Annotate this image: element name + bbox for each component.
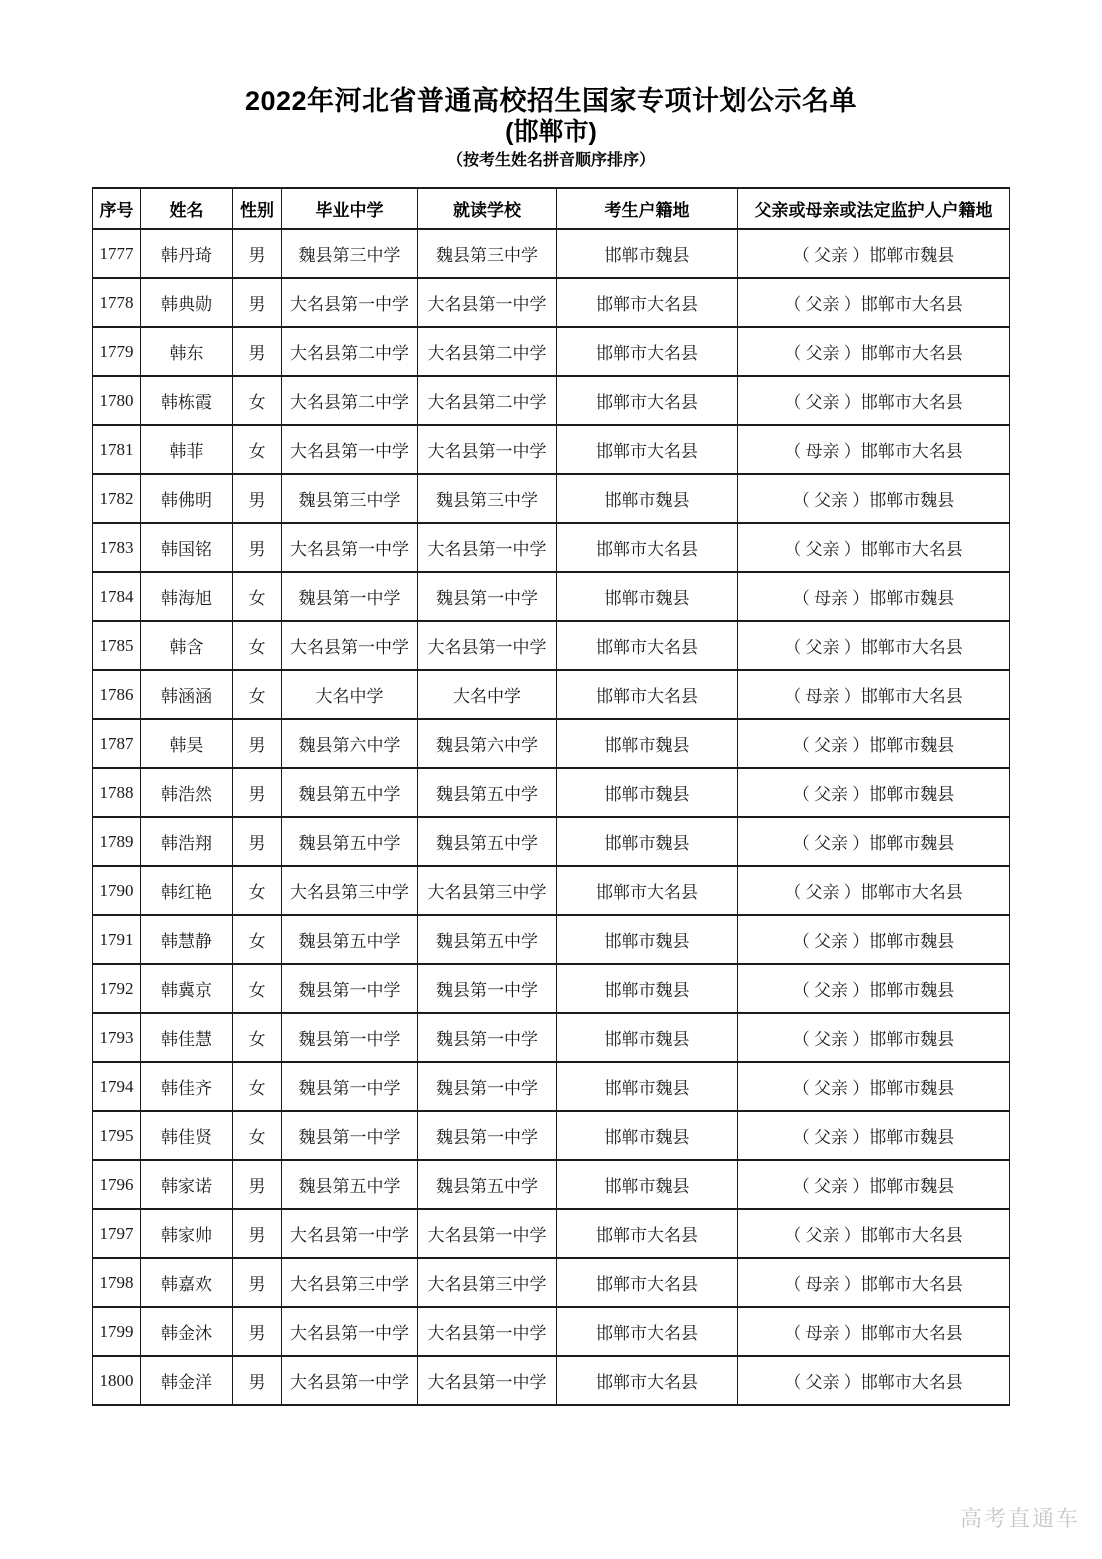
cell-index: 1790 <box>93 866 141 915</box>
table-header-row <box>93 188 1010 229</box>
cell-residence: 邯郸市大名县 <box>557 425 738 474</box>
cell-residence: 邯郸市魏县 <box>557 1062 738 1111</box>
cell-guardian-residence: （ 母亲 ）邯郸市大名县 <box>738 1258 1010 1307</box>
cell-residence: 邯郸市魏县 <box>557 1160 738 1209</box>
cell-graduation-school: 大名中学 <box>282 670 418 719</box>
cell-graduation-school: 魏县第五中学 <box>282 915 418 964</box>
cell-graduation-school: 魏县第一中学 <box>282 1062 418 1111</box>
cell-enrolled-school: 大名中学 <box>418 670 557 719</box>
cell-gender: 男 <box>233 1160 282 1209</box>
cell-index: 1787 <box>93 719 141 768</box>
cell-index: 1777 <box>93 229 141 278</box>
table-row <box>93 964 1010 1013</box>
cell-name: 韩浩然 <box>141 768 233 817</box>
cell-residence: 邯郸市魏县 <box>557 572 738 621</box>
cell-residence: 邯郸市大名县 <box>557 1307 738 1356</box>
cell-enrolled-school: 魏县第三中学 <box>418 474 557 523</box>
table-row <box>93 768 1010 817</box>
cell-enrolled-school: 魏县第一中学 <box>418 1062 557 1111</box>
cell-name: 韩红艳 <box>141 866 233 915</box>
cell-graduation-school: 魏县第五中学 <box>282 817 418 866</box>
cell-residence: 邯郸市大名县 <box>557 1209 738 1258</box>
table-row <box>93 1111 1010 1160</box>
cell-gender: 男 <box>233 768 282 817</box>
cell-graduation-school: 大名县第一中学 <box>282 1307 418 1356</box>
cell-index: 1785 <box>93 621 141 670</box>
cell-guardian-residence: （ 父亲 ）邯郸市魏县 <box>738 1013 1010 1062</box>
cell-enrolled-school: 大名县第三中学 <box>418 1258 557 1307</box>
cell-enrolled-school: 魏县第五中学 <box>418 915 557 964</box>
cell-name: 韩佳贤 <box>141 1111 233 1160</box>
cell-gender: 女 <box>233 1111 282 1160</box>
cell-guardian-residence: （ 父亲 ）邯郸市大名县 <box>738 523 1010 572</box>
cell-residence: 邯郸市魏县 <box>557 229 738 278</box>
table-row <box>93 474 1010 523</box>
page-title: 2022年河北省普通高校招生国家专项计划公示名单 <box>244 86 858 116</box>
cell-gender: 女 <box>233 1062 282 1111</box>
table-row <box>93 1209 1010 1258</box>
cell-graduation-school: 大名县第三中学 <box>282 866 418 915</box>
cell-residence: 邯郸市魏县 <box>557 768 738 817</box>
cell-index: 1793 <box>93 1013 141 1062</box>
cell-guardian-residence: （ 父亲 ）邯郸市大名县 <box>738 376 1010 425</box>
cell-graduation-school: 魏县第三中学 <box>282 229 418 278</box>
cell-graduation-school: 大名县第一中学 <box>282 523 418 572</box>
cell-graduation-school: 大名县第三中学 <box>282 1258 418 1307</box>
cell-guardian-residence: （ 父亲 ）邯郸市魏县 <box>738 964 1010 1013</box>
cell-guardian-residence: （ 母亲 ）邯郸市大名县 <box>738 1307 1010 1356</box>
cell-gender: 男 <box>233 719 282 768</box>
cell-enrolled-school: 魏县第一中学 <box>418 964 557 1013</box>
cell-residence: 邯郸市魏县 <box>557 719 738 768</box>
cell-guardian-residence: （ 父亲 ）邯郸市魏县 <box>738 817 1010 866</box>
cell-gender: 女 <box>233 964 282 1013</box>
cell-enrolled-school: 魏县第一中学 <box>418 1111 557 1160</box>
cell-gender: 女 <box>233 670 282 719</box>
cell-guardian-residence: （ 父亲 ）邯郸市大名县 <box>738 1209 1010 1258</box>
column-header-name: 姓名 <box>141 188 233 229</box>
cell-graduation-school: 大名县第一中学 <box>282 425 418 474</box>
cell-name: 韩浩翔 <box>141 817 233 866</box>
cell-name: 韩金洋 <box>141 1356 233 1405</box>
cell-index: 1797 <box>93 1209 141 1258</box>
cell-enrolled-school: 魏县第一中学 <box>418 1013 557 1062</box>
cell-residence: 邯郸市大名县 <box>557 327 738 376</box>
cell-graduation-school: 魏县第一中学 <box>282 1111 418 1160</box>
page-subtitle-city: (邯郸市) <box>505 118 597 147</box>
cell-residence: 邯郸市大名县 <box>557 376 738 425</box>
cell-enrolled-school: 大名县第一中学 <box>418 1209 557 1258</box>
cell-residence: 邯郸市魏县 <box>557 817 738 866</box>
cell-residence: 邯郸市大名县 <box>557 278 738 327</box>
cell-guardian-residence: （ 父亲 ）邯郸市魏县 <box>738 1111 1010 1160</box>
cell-guardian-residence: （ 父亲 ）邯郸市魏县 <box>738 1160 1010 1209</box>
cell-residence: 邯郸市魏县 <box>557 915 738 964</box>
cell-index: 1799 <box>93 1307 141 1356</box>
table-row <box>93 915 1010 964</box>
cell-guardian-residence: （ 母亲 ）邯郸市魏县 <box>738 572 1010 621</box>
sort-order-note: （按考生姓名拼音顺序排序） <box>446 151 655 169</box>
cell-gender: 女 <box>233 866 282 915</box>
cell-name: 韩嘉欢 <box>141 1258 233 1307</box>
cell-enrolled-school: 魏县第五中学 <box>418 1160 557 1209</box>
cell-gender: 男 <box>233 278 282 327</box>
cell-graduation-school: 大名县第一中学 <box>282 278 418 327</box>
cell-index: 1786 <box>93 670 141 719</box>
cell-index: 1794 <box>93 1062 141 1111</box>
table-row <box>93 866 1010 915</box>
cell-index: 1795 <box>93 1111 141 1160</box>
cell-guardian-residence: （ 父亲 ）邯郸市魏县 <box>738 768 1010 817</box>
cell-name: 韩典勋 <box>141 278 233 327</box>
cell-residence: 邯郸市大名县 <box>557 866 738 915</box>
cell-enrolled-school: 大名县第一中学 <box>418 278 557 327</box>
cell-gender: 男 <box>233 1258 282 1307</box>
cell-residence: 邯郸市魏县 <box>557 1111 738 1160</box>
cell-enrolled-school: 大名县第一中学 <box>418 425 557 474</box>
column-header-enrolled-school: 就读学校 <box>418 188 557 229</box>
cell-name: 韩慧静 <box>141 915 233 964</box>
cell-index: 1783 <box>93 523 141 572</box>
cell-residence: 邯郸市大名县 <box>557 670 738 719</box>
column-header-guardian-residence: 父亲或母亲或法定监护人户籍地 <box>738 188 1010 229</box>
cell-graduation-school: 魏县第一中学 <box>282 572 418 621</box>
student-roster-table <box>92 187 1010 1406</box>
cell-gender: 女 <box>233 621 282 670</box>
table-row <box>93 1062 1010 1111</box>
cell-gender: 女 <box>233 1013 282 1062</box>
column-header-index: 序号 <box>93 188 141 229</box>
table-row <box>93 1258 1010 1307</box>
cell-guardian-residence: （ 父亲 ）邯郸市魏县 <box>738 474 1010 523</box>
cell-name: 韩含 <box>141 621 233 670</box>
cell-index: 1791 <box>93 915 141 964</box>
cell-name: 韩海旭 <box>141 572 233 621</box>
cell-enrolled-school: 魏县第五中学 <box>418 817 557 866</box>
cell-name: 韩东 <box>141 327 233 376</box>
cell-guardian-residence: （ 母亲 ）邯郸市大名县 <box>738 670 1010 719</box>
cell-enrolled-school: 魏县第三中学 <box>418 229 557 278</box>
table-body <box>93 229 1010 1405</box>
table-row <box>93 1160 1010 1209</box>
table-row <box>93 229 1010 278</box>
cell-guardian-residence: （ 父亲 ）邯郸市魏县 <box>738 1062 1010 1111</box>
cell-guardian-residence: （ 父亲 ）邯郸市大名县 <box>738 278 1010 327</box>
cell-graduation-school: 魏县第三中学 <box>282 474 418 523</box>
cell-index: 1798 <box>93 1258 141 1307</box>
cell-index: 1789 <box>93 817 141 866</box>
table-row <box>93 817 1010 866</box>
cell-residence: 邯郸市大名县 <box>557 1356 738 1405</box>
cell-enrolled-school: 大名县第二中学 <box>418 376 557 425</box>
cell-graduation-school: 大名县第二中学 <box>282 327 418 376</box>
cell-residence: 邯郸市魏县 <box>557 1013 738 1062</box>
cell-graduation-school: 大名县第一中学 <box>282 621 418 670</box>
cell-residence: 邯郸市大名县 <box>557 621 738 670</box>
cell-index: 1800 <box>93 1356 141 1405</box>
cell-residence: 邯郸市魏县 <box>557 474 738 523</box>
cell-name: 韩家诺 <box>141 1160 233 1209</box>
cell-graduation-school: 魏县第一中学 <box>282 964 418 1013</box>
cell-gender: 男 <box>233 474 282 523</box>
column-header-graduation-school: 毕业中学 <box>282 188 418 229</box>
cell-enrolled-school: 大名县第三中学 <box>418 866 557 915</box>
cell-guardian-residence: （ 父亲 ）邯郸市魏县 <box>738 229 1010 278</box>
cell-name: 韩涵涵 <box>141 670 233 719</box>
table-row <box>93 621 1010 670</box>
cell-name: 韩国铭 <box>141 523 233 572</box>
cell-enrolled-school: 魏县第六中学 <box>418 719 557 768</box>
table-row <box>93 572 1010 621</box>
cell-gender: 女 <box>233 572 282 621</box>
cell-graduation-school: 大名县第一中学 <box>282 1209 418 1258</box>
column-header-gender: 性别 <box>233 188 282 229</box>
cell-name: 韩栋霞 <box>141 376 233 425</box>
cell-enrolled-school: 魏县第一中学 <box>418 572 557 621</box>
cell-gender: 女 <box>233 425 282 474</box>
cell-guardian-residence: （ 父亲 ）邯郸市大名县 <box>738 1356 1010 1405</box>
cell-guardian-residence: （ 父亲 ）邯郸市大名县 <box>738 866 1010 915</box>
cell-gender: 男 <box>233 1356 282 1405</box>
cell-enrolled-school: 大名县第一中学 <box>418 621 557 670</box>
cell-name: 韩金沐 <box>141 1307 233 1356</box>
column-header-residence: 考生户籍地 <box>557 188 738 229</box>
cell-residence: 邯郸市魏县 <box>557 964 738 1013</box>
cell-graduation-school: 大名县第一中学 <box>282 1356 418 1405</box>
cell-name: 韩菲 <box>141 425 233 474</box>
cell-index: 1792 <box>93 964 141 1013</box>
cell-gender: 女 <box>233 376 282 425</box>
table-row <box>93 278 1010 327</box>
watermark: 高考直通车 <box>959 1506 1080 1531</box>
cell-index: 1784 <box>93 572 141 621</box>
table-row <box>93 719 1010 768</box>
cell-guardian-residence: （ 母亲 ）邯郸市大名县 <box>738 425 1010 474</box>
cell-gender: 男 <box>233 1307 282 1356</box>
cell-index: 1779 <box>93 327 141 376</box>
cell-gender: 男 <box>233 817 282 866</box>
cell-name: 韩家帅 <box>141 1209 233 1258</box>
cell-name: 韩佳慧 <box>141 1013 233 1062</box>
cell-name: 韩冀京 <box>141 964 233 1013</box>
cell-enrolled-school: 大名县第二中学 <box>418 327 557 376</box>
cell-name: 韩昊 <box>141 719 233 768</box>
cell-gender: 男 <box>233 1209 282 1258</box>
cell-index: 1778 <box>93 278 141 327</box>
cell-name: 韩佛明 <box>141 474 233 523</box>
cell-enrolled-school: 大名县第一中学 <box>418 523 557 572</box>
cell-enrolled-school: 大名县第一中学 <box>418 1307 557 1356</box>
cell-gender: 男 <box>233 523 282 572</box>
cell-guardian-residence: （ 父亲 ）邯郸市大名县 <box>738 621 1010 670</box>
cell-index: 1781 <box>93 425 141 474</box>
cell-guardian-residence: （ 父亲 ）邯郸市魏县 <box>738 915 1010 964</box>
cell-enrolled-school: 大名县第一中学 <box>418 1356 557 1405</box>
cell-guardian-residence: （ 父亲 ）邯郸市大名县 <box>738 327 1010 376</box>
cell-graduation-school: 魏县第六中学 <box>282 719 418 768</box>
cell-graduation-school: 魏县第一中学 <box>282 1013 418 1062</box>
cell-name: 韩丹琦 <box>141 229 233 278</box>
cell-gender: 男 <box>233 229 282 278</box>
cell-enrolled-school: 魏县第五中学 <box>418 768 557 817</box>
cell-guardian-residence: （ 父亲 ）邯郸市魏县 <box>738 719 1010 768</box>
table-row <box>93 376 1010 425</box>
cell-index: 1788 <box>93 768 141 817</box>
cell-name: 韩佳齐 <box>141 1062 233 1111</box>
cell-graduation-school: 大名县第二中学 <box>282 376 418 425</box>
cell-graduation-school: 魏县第五中学 <box>282 1160 418 1209</box>
cell-index: 1782 <box>93 474 141 523</box>
table-row <box>93 1307 1010 1356</box>
title-block <box>0 0 1102 169</box>
cell-graduation-school: 魏县第五中学 <box>282 768 418 817</box>
cell-residence: 邯郸市大名县 <box>557 1258 738 1307</box>
table-row <box>93 1356 1010 1405</box>
cell-gender: 男 <box>233 327 282 376</box>
table-row <box>93 425 1010 474</box>
table-row <box>93 523 1010 572</box>
cell-gender: 女 <box>233 915 282 964</box>
table-row <box>93 327 1010 376</box>
cell-index: 1796 <box>93 1160 141 1209</box>
cell-residence: 邯郸市大名县 <box>557 523 738 572</box>
table-row <box>93 670 1010 719</box>
cell-index: 1780 <box>93 376 141 425</box>
table-row <box>93 1013 1010 1062</box>
